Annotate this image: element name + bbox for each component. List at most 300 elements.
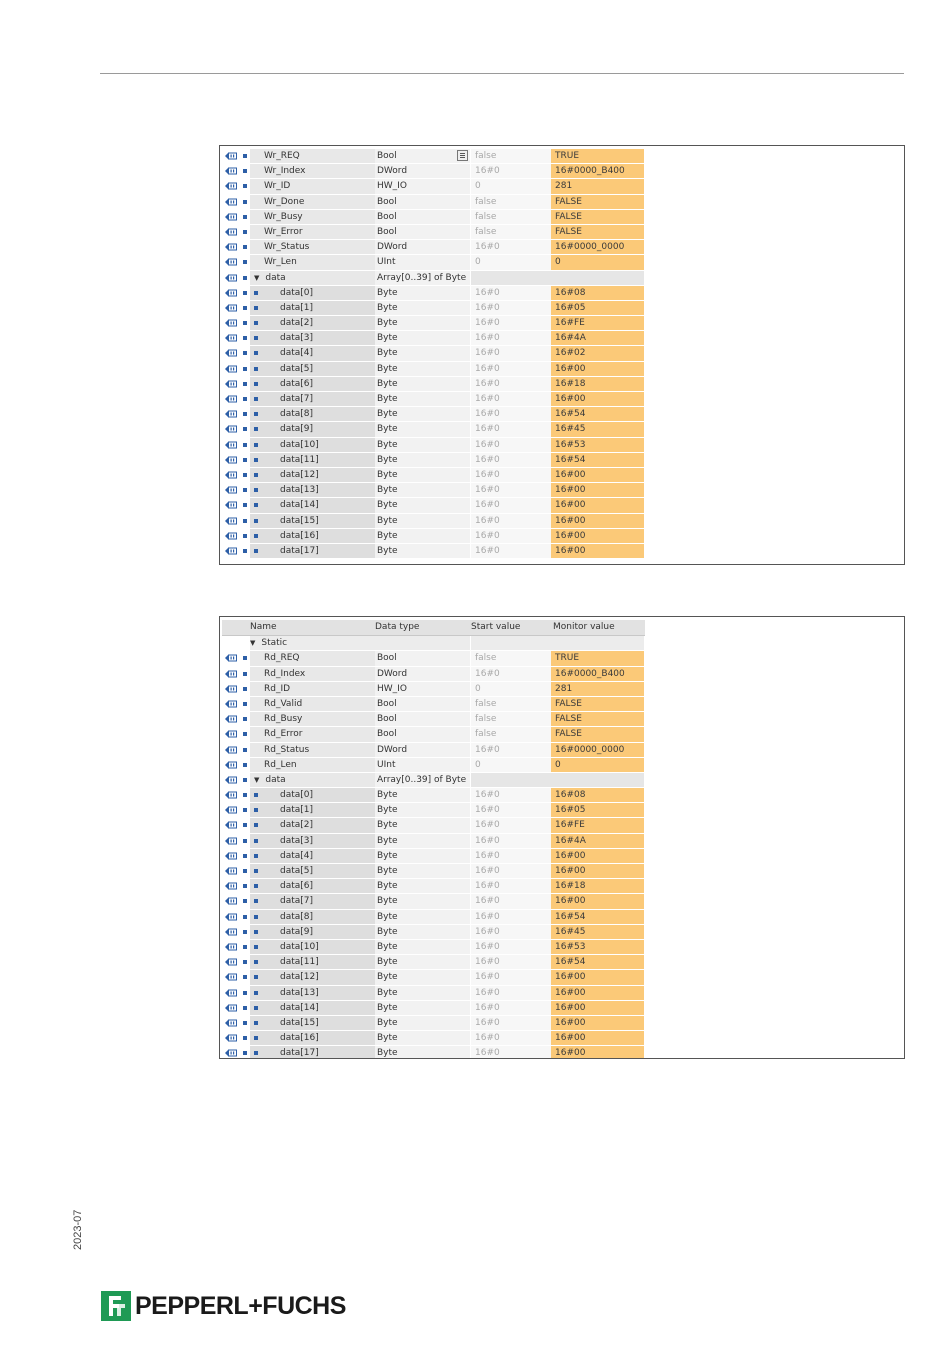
array-element-row[interactable] [222, 331, 645, 346]
expand-arrow-icon[interactable]: ▼ [254, 273, 260, 282]
data-type-cell[interactable]: Byte [375, 940, 470, 954]
data-type-cell[interactable]: Byte [375, 788, 470, 802]
data-type-cell[interactable]: Byte [375, 834, 470, 848]
name-cell[interactable] [250, 301, 375, 315]
static-monitor-cell [551, 636, 644, 650]
start-value-cell[interactable]: 16#0 [471, 529, 551, 543]
variable-port-icon [225, 761, 237, 769]
name-cell[interactable] [250, 651, 375, 665]
start-value-cell[interactable]: 16#0 [471, 438, 551, 452]
data-type-cell[interactable]: Bool [375, 712, 470, 726]
name-cell[interactable] [250, 970, 375, 984]
variable-port-icon [225, 380, 237, 388]
data-type-cell[interactable]: Byte [375, 529, 470, 543]
variable-row[interactable] [222, 240, 645, 255]
name-cell[interactable] [250, 864, 375, 878]
start-value-cell[interactable]: 16#0 [471, 1001, 551, 1015]
array-element-row[interactable] [222, 894, 645, 909]
variable-row[interactable] [222, 697, 645, 712]
name-cell[interactable] [250, 331, 375, 345]
data-type-cell[interactable]: DWord [375, 240, 470, 254]
start-value-cell[interactable]: 16#0 [471, 422, 551, 436]
name-cell[interactable] [250, 986, 375, 1000]
data-type-cell[interactable]: Byte [375, 1031, 470, 1045]
start-value-cell[interactable]: 16#0 [471, 377, 551, 391]
element-marker-icon [254, 975, 258, 979]
data-type-cell[interactable]: Bool [375, 697, 470, 711]
start-value-cell[interactable]: 16#0 [471, 925, 551, 939]
start-value-cell[interactable] [471, 271, 551, 285]
array-element-row[interactable] [222, 1031, 645, 1046]
variable-port-icon [225, 913, 237, 921]
start-value-cell[interactable]: 16#0 [471, 1031, 551, 1045]
name-cell[interactable] [250, 149, 375, 163]
static-start-cell [471, 636, 551, 650]
array-element-row[interactable] [222, 407, 645, 422]
data-type-cell[interactable]: Byte [375, 955, 470, 969]
start-value-cell[interactable]: false [471, 225, 551, 239]
row-icon-cell [222, 743, 240, 757]
monitor-value-cell: 16#0000_0000 [551, 743, 644, 757]
static-marker-icon [243, 427, 247, 431]
data-type-cell[interactable]: Byte [375, 803, 470, 817]
array-element-row[interactable] [222, 346, 645, 361]
array-element-row[interactable] [222, 940, 645, 955]
array-element-row[interactable] [222, 788, 645, 803]
start-value-cell[interactable]: 0 [471, 179, 551, 193]
start-value-cell[interactable]: false [471, 712, 551, 726]
data-type-cell[interactable]: Byte [375, 468, 470, 482]
start-value-cell[interactable]: 16#0 [471, 1046, 551, 1059]
variable-name: data[15] [280, 515, 319, 526]
array-group-row[interactable] [222, 271, 645, 286]
monitor-value-cell: 16#53 [551, 940, 644, 954]
data-type-cell[interactable]: Bool [375, 149, 470, 163]
array-element-row[interactable] [222, 316, 645, 331]
element-marker-icon [254, 1006, 258, 1010]
value-list-button[interactable] [457, 150, 468, 161]
name-cell[interactable] [250, 925, 375, 939]
data-type-cell[interactable]: Bool [375, 727, 470, 741]
start-value-cell[interactable]: 16#0 [471, 483, 551, 497]
array-element-row[interactable] [222, 301, 645, 316]
name-cell[interactable] [250, 849, 375, 863]
data-type-cell[interactable]: Byte [375, 818, 470, 832]
start-value-cell[interactable]: false [471, 210, 551, 224]
static-marker-icon [243, 687, 247, 691]
name-cell[interactable] [250, 225, 375, 239]
array-element-row[interactable] [222, 483, 645, 498]
data-type-cell[interactable]: Byte [375, 864, 470, 878]
variable-name: data[8] [280, 911, 314, 922]
name-cell[interactable] [250, 1046, 375, 1059]
array-element-row[interactable] [222, 422, 645, 437]
variable-row[interactable] [222, 758, 645, 773]
row-icon-cell [222, 864, 240, 878]
array-element-row[interactable] [222, 529, 645, 544]
variable-name: data[9] [280, 424, 314, 435]
static-section-row[interactable] [222, 636, 645, 651]
data-type-cell[interactable]: DWord [375, 667, 470, 681]
variable-row[interactable] [222, 255, 645, 270]
data-type-cell[interactable]: Byte [375, 483, 470, 497]
variable-name: data[8] [280, 409, 314, 420]
collapse-arrow-icon[interactable]: ▼ [250, 639, 256, 648]
variable-port-icon [225, 882, 237, 890]
start-value-cell[interactable]: 16#0 [471, 392, 551, 406]
array-element-row[interactable] [222, 803, 645, 818]
variable-port-icon [225, 365, 237, 373]
data-type-cell[interactable]: Byte [375, 438, 470, 452]
variable-port-icon [225, 532, 237, 540]
start-value-cell[interactable]: 16#0 [471, 240, 551, 254]
data-type-cell[interactable]: Byte [375, 301, 470, 315]
monitor-value-cell: 16#02 [551, 346, 644, 360]
name-cell[interactable] [250, 743, 375, 757]
name-cell[interactable] [250, 682, 375, 696]
data-type-cell[interactable]: Byte [375, 331, 470, 345]
variable-port-icon [225, 395, 237, 403]
static-marker-icon [243, 732, 247, 736]
array-element-row[interactable] [222, 377, 645, 392]
name-cell[interactable] [250, 529, 375, 543]
monitor-value-cell [551, 773, 644, 787]
array-element-row[interactable] [222, 986, 645, 1001]
start-value-cell[interactable]: 16#0 [471, 849, 551, 863]
data-type-cell[interactable]: Bool [375, 651, 470, 665]
data-type-cell[interactable]: Byte [375, 879, 470, 893]
start-value-cell[interactable]: 16#0 [471, 301, 551, 315]
row-icon-cell [222, 1001, 240, 1015]
variable-name: data[11] [280, 454, 319, 465]
static-marker-icon [243, 230, 247, 234]
write-datablock-panel [219, 145, 905, 565]
array-element-row[interactable] [222, 514, 645, 529]
variable-row[interactable] [222, 651, 645, 666]
start-value-cell[interactable]: 16#0 [471, 164, 551, 178]
name-cell[interactable] [250, 483, 375, 497]
data-type-cell[interactable]: Byte [375, 1046, 470, 1059]
row-dot-cell [240, 195, 250, 209]
variable-port-icon [225, 517, 237, 525]
data-type-cell[interactable]: UInt [375, 758, 470, 772]
name-cell[interactable] [250, 316, 375, 330]
start-value-cell[interactable]: 16#0 [471, 894, 551, 908]
start-value-cell[interactable]: 16#0 [471, 986, 551, 1000]
data-type-cell[interactable]: Byte [375, 316, 470, 330]
start-value-cell[interactable]: 16#0 [471, 864, 551, 878]
array-element-row[interactable] [222, 970, 645, 985]
monitor-value-cell: 16#08 [551, 788, 644, 802]
row-dot-cell [240, 514, 250, 528]
data-type-cell[interactable]: Byte [375, 498, 470, 512]
start-value-cell[interactable]: false [471, 651, 551, 665]
start-value-cell[interactable]: 16#0 [471, 955, 551, 969]
variable-row[interactable] [222, 667, 645, 682]
row-icon-cell [222, 925, 240, 939]
element-marker-icon [254, 899, 258, 903]
array-element-row[interactable] [222, 834, 645, 849]
name-cell[interactable] [250, 271, 375, 285]
start-value-cell[interactable]: 16#0 [471, 544, 551, 558]
column-header-monitor-value[interactable]: Monitor value [551, 620, 644, 634]
array-element-row[interactable] [222, 1001, 645, 1016]
start-value-cell[interactable]: 16#0 [471, 453, 551, 467]
name-cell[interactable] [250, 727, 375, 741]
monitor-value-cell: 16#0000_B400 [551, 164, 644, 178]
monitor-value-cell: 16#00 [551, 986, 644, 1000]
static-marker-icon [243, 184, 247, 188]
variable-name: Wr_Len [264, 257, 297, 268]
variable-name: data[11] [280, 957, 319, 968]
data-type-cell[interactable]: Byte [375, 286, 470, 300]
array-element-row[interactable] [222, 879, 645, 894]
monitor-value-cell: 0 [551, 255, 644, 269]
array-element-row[interactable] [222, 286, 645, 301]
start-value-cell[interactable]: 16#0 [471, 879, 551, 893]
row-icon-cell [222, 529, 240, 543]
start-value-cell[interactable]: 16#0 [471, 514, 551, 528]
row-dot-cell [240, 483, 250, 497]
data-type-cell[interactable]: Byte [375, 849, 470, 863]
element-marker-icon [254, 793, 258, 797]
variable-row[interactable] [222, 727, 645, 742]
row-icon-cell [222, 225, 240, 239]
start-value-cell[interactable]: 0 [471, 682, 551, 696]
data-type-cell[interactable]: Byte [375, 407, 470, 421]
data-type-cell[interactable]: Byte [375, 894, 470, 908]
data-type-cell[interactable]: Byte [375, 910, 470, 924]
array-element-row[interactable] [222, 818, 645, 833]
array-element-row[interactable] [222, 925, 645, 940]
data-type-cell[interactable]: Byte [375, 514, 470, 528]
start-value-cell[interactable]: false [471, 195, 551, 209]
name-cell[interactable] [250, 438, 375, 452]
start-value-cell[interactable]: false [471, 697, 551, 711]
data-type-cell[interactable]: Byte [375, 544, 470, 558]
array-element-row[interactable] [222, 468, 645, 483]
array-element-row[interactable] [222, 498, 645, 513]
data-type-cell[interactable]: Bool [375, 210, 470, 224]
name-cell[interactable] [250, 468, 375, 482]
data-type-cell[interactable]: DWord [375, 743, 470, 757]
array-element-row[interactable] [222, 910, 645, 925]
data-type-cell[interactable]: DWord [375, 164, 470, 178]
row-dot-cell [240, 210, 250, 224]
name-cell[interactable] [250, 240, 375, 254]
row-icon-cell [222, 407, 240, 421]
array-element-row[interactable] [222, 1016, 645, 1031]
name-cell[interactable] [250, 179, 375, 193]
name-cell[interactable] [250, 422, 375, 436]
array-element-row[interactable] [222, 362, 645, 377]
data-type-cell[interactable]: Byte [375, 1016, 470, 1030]
static-marker-icon [243, 169, 247, 173]
name-cell[interactable] [250, 712, 375, 726]
array-element-row[interactable] [222, 438, 645, 453]
data-type-cell[interactable]: Array[0..39] of Byte [375, 271, 470, 285]
array-element-row[interactable] [222, 392, 645, 407]
element-marker-icon [254, 306, 258, 310]
static-marker-icon [243, 200, 247, 204]
array-element-row[interactable] [222, 955, 645, 970]
array-element-row[interactable] [222, 1046, 645, 1059]
variable-name: Rd_Index [264, 668, 306, 679]
element-marker-icon [254, 488, 258, 492]
data-type-cell[interactable]: Array[0..39] of Byte [375, 773, 470, 787]
name-cell[interactable] [250, 758, 375, 772]
start-value-cell[interactable]: 16#0 [471, 910, 551, 924]
variable-name: data[16] [280, 1033, 319, 1044]
variable-name: Wr_Error [264, 226, 303, 237]
start-value-cell[interactable]: 16#0 [471, 407, 551, 421]
variable-name: Rd_Error [264, 729, 303, 740]
data-type-cell[interactable]: UInt [375, 255, 470, 269]
data-type-cell[interactable]: Byte [375, 392, 470, 406]
name-cell[interactable] [250, 1001, 375, 1015]
monitor-value-cell: 16#00 [551, 1001, 644, 1015]
variable-row[interactable] [222, 225, 645, 240]
name-cell[interactable] [250, 1031, 375, 1045]
data-type-cell[interactable]: Byte [375, 970, 470, 984]
data-type-cell[interactable]: Byte [375, 453, 470, 467]
name-cell[interactable] [250, 407, 375, 421]
data-type-cell[interactable]: Bool [375, 195, 470, 209]
name-cell[interactable] [250, 910, 375, 924]
element-marker-icon [254, 351, 258, 355]
variable-port-icon [225, 167, 237, 175]
data-type-cell[interactable]: HW_IO [375, 179, 470, 193]
name-cell[interactable] [250, 894, 375, 908]
column-header-start-value[interactable]: Start value [471, 620, 551, 634]
start-value-cell[interactable]: false [471, 727, 551, 741]
start-value-cell[interactable]: 16#0 [471, 1016, 551, 1030]
name-cell[interactable] [250, 362, 375, 376]
name-cell[interactable] [250, 514, 375, 528]
name-cell[interactable] [250, 392, 375, 406]
data-type-cell[interactable]: Byte [375, 346, 470, 360]
variable-row[interactable] [222, 210, 645, 225]
variable-name: data[4] [280, 348, 314, 359]
name-cell[interactable] [250, 255, 375, 269]
name-cell[interactable] [250, 195, 375, 209]
expand-arrow-icon[interactable]: ▼ [254, 775, 260, 784]
variable-port-icon [225, 182, 237, 190]
variable-port-icon [225, 700, 237, 708]
name-cell[interactable] [250, 940, 375, 954]
start-value-cell[interactable]: 16#0 [471, 818, 551, 832]
column-header-data-type[interactable]: Data type [375, 620, 470, 634]
name-cell[interactable] [250, 803, 375, 817]
start-value-cell[interactable]: 16#0 [471, 362, 551, 376]
monitor-value-cell: 281 [551, 682, 644, 696]
array-group-row[interactable] [222, 773, 645, 788]
start-value-cell[interactable]: 16#0 [471, 940, 551, 954]
name-cell[interactable] [250, 955, 375, 969]
start-value-cell[interactable]: 0 [471, 255, 551, 269]
name-cell[interactable] [250, 788, 375, 802]
variable-port-icon [225, 973, 237, 981]
name-cell[interactable] [250, 210, 375, 224]
variable-row[interactable] [222, 743, 645, 758]
start-value-cell[interactable]: 16#0 [471, 498, 551, 512]
data-type-cell[interactable]: Byte [375, 362, 470, 376]
variable-row[interactable] [222, 712, 645, 727]
start-value-cell[interactable]: 16#0 [471, 331, 551, 345]
start-value-cell[interactable]: 16#0 [471, 316, 551, 330]
data-type-cell[interactable]: Byte [375, 986, 470, 1000]
variable-row[interactable] [222, 164, 645, 179]
start-value-cell[interactable]: 16#0 [471, 970, 551, 984]
name-cell[interactable] [250, 346, 375, 360]
element-marker-icon [254, 412, 258, 416]
variable-row[interactable] [222, 149, 645, 164]
start-value-cell[interactable]: 16#0 [471, 346, 551, 360]
name-cell[interactable] [250, 697, 375, 711]
variable-row[interactable] [222, 179, 645, 194]
start-value-cell[interactable]: false [471, 149, 551, 163]
start-value-cell[interactable]: 16#0 [471, 788, 551, 802]
name-cell[interactable] [250, 879, 375, 893]
row-icon-cell [222, 316, 240, 330]
name-cell[interactable] [250, 834, 375, 848]
variable-row[interactable] [222, 195, 645, 210]
name-cell[interactable] [250, 1016, 375, 1030]
name-cell[interactable] [250, 286, 375, 300]
monitor-value-cell: 16#00 [551, 544, 644, 558]
column-header-name[interactable]: Name [250, 620, 375, 634]
name-cell[interactable] [250, 453, 375, 467]
name-cell[interactable] [250, 667, 375, 681]
data-type-cell[interactable]: Byte [375, 377, 470, 391]
data-type-cell[interactable]: Byte [375, 1001, 470, 1015]
variable-name: Rd_Busy [264, 714, 303, 725]
start-value-cell[interactable]: 16#0 [471, 834, 551, 848]
start-value-cell[interactable]: 0 [471, 758, 551, 772]
data-type-cell[interactable]: Bool [375, 225, 470, 239]
variable-row[interactable] [222, 682, 645, 697]
static-marker-icon [243, 260, 247, 264]
array-element-row[interactable] [222, 544, 645, 559]
variable-port-icon [225, 258, 237, 266]
array-element-row[interactable] [222, 453, 645, 468]
start-value-cell[interactable]: 16#0 [471, 286, 551, 300]
data-type-cell[interactable]: HW_IO [375, 682, 470, 696]
monitor-value-cell: 16#00 [551, 849, 644, 863]
data-type-cell[interactable]: Byte [375, 925, 470, 939]
start-value-cell[interactable]: 16#0 [471, 667, 551, 681]
start-value-cell[interactable]: 16#0 [471, 468, 551, 482]
start-value-cell[interactable]: 16#0 [471, 803, 551, 817]
name-cell[interactable] [250, 498, 375, 512]
name-cell[interactable] [250, 164, 375, 178]
row-dot-cell [240, 803, 250, 817]
array-element-row[interactable] [222, 864, 645, 879]
variable-port-icon [225, 821, 237, 829]
name-cell[interactable] [250, 377, 375, 391]
name-cell[interactable] [250, 773, 375, 787]
data-type-cell[interactable]: Byte [375, 422, 470, 436]
row-icon-cell [222, 955, 240, 969]
name-cell[interactable] [250, 818, 375, 832]
name-cell[interactable] [250, 544, 375, 558]
static-type-cell [375, 636, 470, 650]
start-value-cell[interactable]: 16#0 [471, 743, 551, 757]
start-value-cell[interactable] [471, 773, 551, 787]
variable-port-icon [225, 304, 237, 312]
row-icon-cell [222, 849, 240, 863]
array-element-row[interactable] [222, 849, 645, 864]
